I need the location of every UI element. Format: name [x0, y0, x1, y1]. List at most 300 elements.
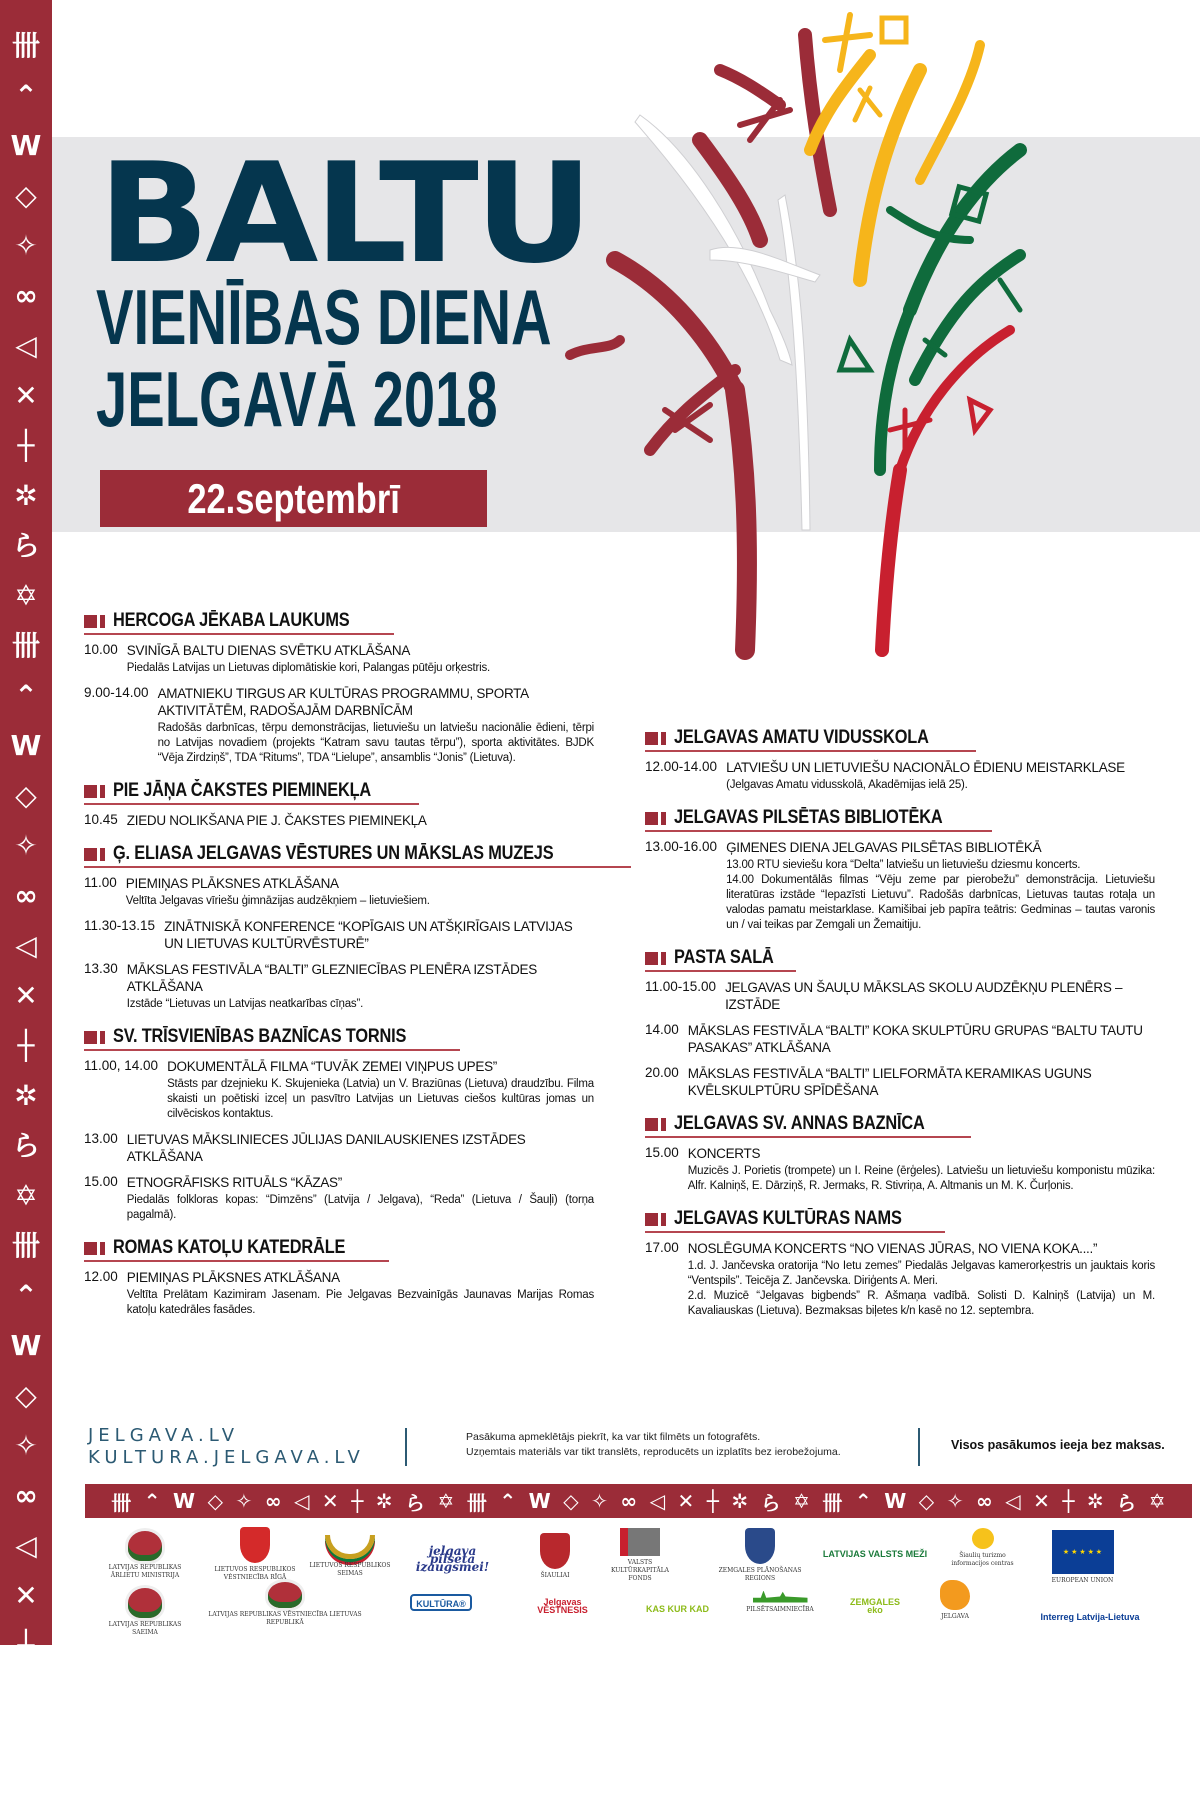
- logo-pilsetsaimnieciba[interactable]: [745, 1588, 815, 1616]
- bullet-bar: [661, 952, 666, 965]
- bullet-square: [645, 952, 658, 965]
- ornament-glyph-icon: ∞: [620, 1489, 638, 1513]
- venue-title: JELGAVAS AMATU VIDUSSKOLA: [674, 727, 929, 748]
- bullet-bar: [100, 615, 105, 628]
- event-description-paragraph: 1.d. J. Jančevska oratorija “No Ietu zemes” Piedalās Jelgavas kamerorķestris un jauktais koris “Ventspils”. Teicēja Z. Jančevska. Diriģents A. Meri.: [687, 1260, 1155, 1287]
- section-bullet-icon: [645, 732, 666, 745]
- event-row: [645, 1065, 1155, 1099]
- event-description-paragraph: Piedalās folkloras kopas: “Dimzēns” (Latvija / Jelgava), “Reda” (Lietuva / Šauļi) (torņa pagalmā).: [126, 1194, 594, 1221]
- event-row: [84, 642, 594, 676]
- logo-caption: PILSĒTSAIMNIECĪBA: [746, 1605, 814, 1613]
- logo-interreg[interactable]: [1030, 1598, 1150, 1633]
- ornament-glyph-icon: ◇: [563, 1489, 579, 1513]
- ornament-glyph-icon: W: [10, 129, 42, 162]
- event-body: [126, 875, 430, 909]
- event-body: [726, 759, 1125, 793]
- program-event: [645, 1240, 1155, 1319]
- ornament-glyph-icon: ∞: [975, 1489, 993, 1513]
- event-body: [726, 839, 1155, 933]
- bullet-square: [645, 732, 658, 745]
- event-description: [127, 1193, 594, 1223]
- ornament-glyph-icon: ┼: [1062, 1489, 1075, 1513]
- tree-bright-red-branches-icon: [882, 330, 1010, 650]
- event-date: 22.septembrī: [187, 475, 400, 522]
- logo-caption: ZEMGALES eko: [849, 1596, 900, 1615]
- ornament-glyph-icon: ◁: [15, 1529, 37, 1562]
- state-culture-capital-foundation-icon: [620, 1528, 660, 1556]
- venue-heading: [84, 780, 419, 805]
- ornament-glyph-icon: 卌: [11, 29, 40, 62]
- logo-jelgavas-vestnesis[interactable]: [525, 1590, 600, 1618]
- event-time: 12.00: [84, 1269, 118, 1284]
- event-body: [725, 979, 1155, 1013]
- logo-caption: LIETUVOS RESPUBLIKOS VĖSTNIECĪBA RĪGĀ: [214, 1566, 296, 1581]
- ornament-glyph-icon: ら: [1116, 1490, 1137, 1515]
- event-title: DOKUMENTĀLĀ FILMA “TUVĀK ZEMEI VIŅPUS UPES”: [167, 1059, 497, 1074]
- bullet-bar: [661, 1213, 666, 1226]
- bullet-square: [84, 1242, 97, 1255]
- event-time: 10.45: [84, 812, 118, 827]
- logo-caption: Interreg Latvija-Lietuva: [1040, 1612, 1140, 1622]
- filming-notice: [466, 1430, 841, 1460]
- event-body: [164, 918, 594, 952]
- ornament-glyph-icon: ✡: [14, 1179, 38, 1212]
- program-event: [645, 979, 1155, 1013]
- title-line-vienibas-diena: VIENĪBAS DIENA: [96, 273, 552, 361]
- ornament-glyph-column: [0, 30, 52, 1818]
- footer-links: [88, 1425, 365, 1469]
- event-time: 15.00: [645, 1145, 679, 1160]
- section-bullet-icon: [645, 1213, 666, 1226]
- venue-heading: [84, 1026, 460, 1051]
- ornament-glyph-icon: ┼: [17, 429, 35, 462]
- ornament-glyph-icon: ら: [405, 1490, 426, 1515]
- ornament-glyph-icon: ✕: [1033, 1489, 1050, 1513]
- bullet-square: [84, 1031, 97, 1044]
- venue-title: JELGAVAS PILSĒTAS BIBLIOTĒKA: [674, 807, 943, 828]
- program-event: [84, 1131, 594, 1165]
- event-description: [127, 661, 490, 676]
- logo-siauliai[interactable]: [520, 1520, 590, 1592]
- event-row: [84, 961, 594, 1012]
- bullet-square: [645, 1118, 658, 1131]
- ornament-glyph-icon: 卌: [111, 1490, 132, 1515]
- event-time: 15.00: [84, 1174, 118, 1189]
- event-time: 10.00: [84, 642, 118, 657]
- ornament-glyph-icon: ◁: [294, 1489, 310, 1513]
- ornament-glyph-icon: ┼: [17, 1629, 35, 1662]
- latvia-embassy-lithuania-icon: [268, 1582, 302, 1608]
- event-title: LIETUVAS MĀKSLINIECES JŪLIJAS DANILAUSKIENES IZSTĀDES ATKLĀŠANA: [126, 1132, 526, 1164]
- ornament-glyph-icon: ⌃: [854, 1489, 872, 1513]
- logo-latvia-saeima[interactable]: [100, 1585, 190, 1640]
- section-bullet-icon: [84, 785, 105, 798]
- ornament-glyph-icon: ✧: [591, 1489, 608, 1513]
- venue-heading: [645, 947, 796, 972]
- pilsetsaimnieciba-icon: [753, 1591, 808, 1603]
- event-description-paragraph: Piedalās Latvijas un Lietuvas diplomātiskie kori, Palangas pūtēju orķestris.: [126, 662, 491, 674]
- event-time: 17.00: [645, 1240, 679, 1255]
- link-jelgava-lv[interactable]: JELGAVA.LV: [88, 1425, 240, 1446]
- ornament-glyph-icon: ◇: [918, 1489, 935, 1513]
- title-baltu: BALTU: [98, 133, 590, 294]
- event-description: [167, 1077, 594, 1122]
- logo-caption: ŠIAULIAI: [540, 1571, 570, 1579]
- event-body: [158, 685, 594, 766]
- program-event: [645, 839, 1155, 933]
- ornament-glyph-icon: ✕: [14, 979, 38, 1012]
- event-description-paragraph: Muzicēs J. Porietis (trompete) un I. Reine (ērģeles). Latviešu un lietuviešu komponistu mūzika: Alfr. Kalniņš, E. Dārziņš, R. Jermaks, R. Stivriņa, A. Altmanis un M. K. Čurļonis.: [687, 1165, 1155, 1192]
- event-description-paragraph: 2.d. Muzicē “Jelgavas bigbends” R. Ašmaņa vadībā. Solisti D. Kalniņš (Latvija) un M. Kavaliauskas (Lietuva). Bezmaksas biļetes k/n kasē no 12. septembra.: [687, 1290, 1155, 1317]
- ornament-glyph-icon: ら: [11, 1129, 40, 1162]
- ornament-glyph-icon: ✕: [14, 1579, 38, 1612]
- european-union-icon: ★ ★ ★ ★ ★: [1052, 1530, 1114, 1574]
- event-body: [167, 1058, 594, 1122]
- event-title: MĀKSLAS FESTIVĀLA “BALTI” LIELFORMĀTA KERAMIKAS UGUNS KVĒLSKULPTŪRU SPĪDĒŠANA: [687, 1066, 1092, 1098]
- section-bullet-icon: [645, 952, 666, 965]
- event-time: 13.00: [84, 1131, 118, 1146]
- ornament-glyph-icon: ✲: [14, 479, 38, 512]
- ornament-glyph-icon: ⌃: [14, 1279, 38, 1312]
- ornament-glyph-icon: ∞: [264, 1489, 282, 1513]
- event-description: [688, 1259, 1155, 1319]
- siauliai-icon: [540, 1533, 570, 1569]
- venue-title: Ģ. ELIASA JELGAVAS VĒSTURES UN MĀKSLAS MUZEJS: [113, 843, 554, 864]
- logo-kas-kur-kad[interactable]: [640, 1598, 715, 1616]
- zemgale-planning-region-icon: [745, 1528, 775, 1564]
- event-row: [645, 1240, 1155, 1319]
- ornament-glyph-icon: ✲: [731, 1489, 749, 1513]
- event-body: [688, 1022, 1155, 1056]
- logo-state-culture-capital-foundation[interactable]: [605, 1528, 675, 1583]
- ornament-glyph-icon: ✡: [14, 1779, 38, 1812]
- event-description: [127, 997, 594, 1012]
- left-ornament-band: [0, 0, 52, 1812]
- venue-heading: [645, 1208, 945, 1233]
- logo-kultura[interactable]: [410, 1592, 472, 1612]
- program-right-column: [645, 727, 1155, 1333]
- ornament-glyph-icon: ⌃: [14, 79, 38, 112]
- venue-title: SV. TRĪSVIENĪBAS BAZNĪCAS TORNIS: [113, 1026, 407, 1047]
- ornament-glyph-icon: ◇: [15, 179, 37, 212]
- event-title: ZINĀTNISKĀ KONFERENCE “KOPĪGAIS UN ATŠĶIRĪGAIS LATVIJAS UN LIETUVAS KULTŪRVĒSTURĒ”: [164, 919, 573, 951]
- event-description-paragraph: Radošās darbnīcas, tērpu demonstrācijas, lietuviešu un latviešu nacionālie ēdieni, tērpi no Latvijas novadiem (projekts “Katram savu tautas tērpu”), sporta aktivitātes. BJDK “Vēja Zirdziņš”, TDA “Ritums”, TDA “Lielupe”, ansamblis “Jonis” (Lietuva).: [157, 722, 594, 764]
- program-event: [84, 875, 594, 909]
- footer-divider: [918, 1428, 920, 1466]
- event-title: AMATNIEKU TIRGUS AR KULTŪRAS PROGRAMMU, SPORTA AKTIVITĀTĒM, RADOŠAJĀM DARBNĪCĀM: [157, 686, 529, 718]
- ornament-glyph-icon: ┼: [351, 1489, 364, 1513]
- siauliai-tourism-center-icon: [972, 1528, 994, 1549]
- event-row: [84, 1058, 594, 1122]
- logo-caption: LATVIJAS REPUBLIKAS ĀRLIETU MINISTRIJA: [108, 1564, 182, 1579]
- logo-zemgales-eko[interactable]: [845, 1588, 905, 1620]
- event-title: PIEMIŅAS PLĀKSNES ATKLĀŠANA: [126, 1270, 340, 1285]
- event-description: [688, 1164, 1155, 1194]
- ornament-glyph-icon: W: [10, 1329, 42, 1362]
- logo-caption: KAS KUR KAD: [646, 1603, 709, 1614]
- venue-title: HERCOGA JĒKABA LAUKUMS: [113, 610, 350, 631]
- ornament-glyph-icon: ✕: [321, 1489, 339, 1513]
- event-title: MĀKSLAS FESTIVĀLA “BALTI” GLEZNIECĪBAS PLENĒRA IZSTĀDES ATKLĀŠANA: [126, 962, 537, 994]
- program-left-column: [84, 610, 594, 1332]
- venue-heading: [645, 807, 992, 832]
- bullet-bar: [100, 1031, 105, 1044]
- logo-jelgava-tourism[interactable]: [925, 1575, 985, 1625]
- event-body: [127, 1269, 594, 1318]
- event-title: ETNOGRĀFISKS RITUĀLS “KĀZAS”: [126, 1175, 342, 1190]
- section-bullet-icon: [645, 1118, 666, 1131]
- event-title: ZIEDU NOLIKŠANA PIE J. ČAKSTES PIEMINEKĻA: [126, 813, 427, 828]
- event-description-paragraph: (Jelgavas Amatu vidusskolā, Akadēmijas ielā 25).: [726, 779, 968, 791]
- logo-caption: LATVIJAS REPUBLIKAS SAEIMA: [108, 1621, 182, 1636]
- section-bullet-icon: [84, 615, 105, 628]
- event-body: [688, 1240, 1155, 1319]
- ornament-glyph-icon: 卌: [822, 1490, 843, 1515]
- event-body: [688, 1145, 1155, 1194]
- program-event: [645, 1022, 1155, 1056]
- venue-section: [84, 1237, 594, 1318]
- logo-caption: LIETUVOS RESPUBLIKOS SEIMAS: [309, 1561, 391, 1577]
- kultura-icon: [410, 1594, 471, 1611]
- event-title: MĀKSLAS FESTIVĀLA “BALTI” KOKA SKULPTŪRU GRUPAS “BALTU TAUTU PASAKAS” ATKLĀŠANA: [687, 1023, 1143, 1055]
- ornament-glyph-icon: ✡: [14, 579, 38, 612]
- event-time: 11.30-13.15: [84, 918, 156, 933]
- logo-caption: ZEMGALES PLĀNOŠANAS REGIONS: [718, 1567, 802, 1582]
- latvia-ministry-of-foreign-affairs-icon: [128, 1531, 162, 1561]
- program-event: [84, 918, 594, 952]
- event-description: [158, 721, 594, 766]
- title-line-jelgava-2018: JELGAVĀ 2018: [96, 355, 498, 443]
- bullet-square: [645, 1213, 658, 1226]
- event-description-paragraph: 13.00 RTU sieviešu kora “Delta” latviešu un lietuviešu dziesmu koncerts.: [726, 859, 1081, 871]
- ornament-glyph-icon: ✡: [1148, 1489, 1166, 1513]
- ornament-glyph-icon: 卌: [11, 1229, 40, 1262]
- ornament-glyph-icon: ✲: [1086, 1489, 1104, 1513]
- venue-heading: [645, 727, 976, 752]
- venue-section: [645, 1208, 1155, 1319]
- ornament-glyph-icon: ⌃: [143, 1489, 161, 1513]
- event-body: [688, 1065, 1155, 1099]
- ornament-glyph-icon: ┼: [17, 1029, 35, 1062]
- event-row: [645, 1145, 1155, 1194]
- event-time: 20.00: [645, 1065, 679, 1080]
- ornament-glyph-icon: ◁: [15, 329, 37, 362]
- event-body: [127, 812, 427, 829]
- logo-caption: VALSTS KULTŪRKAPITĀLA FONDS: [610, 1559, 670, 1582]
- logo-caption: Jelgavas VĒSTNESIS: [537, 1596, 588, 1615]
- logo-lithuania-seimas[interactable]: [300, 1522, 400, 1590]
- event-body: [127, 1174, 594, 1223]
- bullet-bar: [100, 1242, 105, 1255]
- ornament-glyph-icon: W: [10, 729, 42, 762]
- event-time: 14.00: [645, 1022, 679, 1037]
- ornament-glyph-icon: ◇: [207, 1489, 224, 1513]
- program-event: [84, 642, 594, 676]
- venue-heading: [84, 1237, 389, 1262]
- venue-section: [84, 610, 594, 766]
- logo-jelgava-city[interactable]: [405, 1535, 500, 1580]
- event-row: [84, 875, 594, 909]
- event-time: 13.30: [84, 961, 118, 976]
- event-row: [84, 1131, 594, 1165]
- logo-european-union[interactable]: [1045, 1520, 1120, 1595]
- ornament-glyph-icon: ✧: [14, 829, 38, 862]
- ornament-glyph-icon: W: [884, 1489, 907, 1513]
- venue-title: ROMAS KATOĻU KATEDRĀLE: [113, 1237, 346, 1258]
- venue-heading: [645, 1113, 971, 1138]
- bullet-bar: [100, 848, 105, 861]
- tree-red-branches-icon: [570, 35, 830, 650]
- event-time: 11.00-15.00: [645, 979, 717, 994]
- event-description-paragraph: Veltīta Prelātam Kazimiram Jasenam. Pie Jelgavas Bezvainīgās Jaunavas Marijas Romas katoļu katedrāles fasādes.: [126, 1289, 594, 1316]
- section-bullet-icon: [645, 812, 666, 825]
- venue-title: JELGAVAS SV. ANNAS BAZNĪCA: [674, 1113, 925, 1134]
- ornament-glyph-icon: ⌃: [499, 1489, 517, 1513]
- link-kultura-jelgava-lv[interactable]: KULTURA.JELGAVA.LV: [88, 1447, 365, 1468]
- program-event: [84, 812, 594, 829]
- event-title: ĢIMENES DIENA JELGAVAS PILSĒTAS BIBLIOTĒKĀ: [726, 840, 1042, 855]
- event-description: [126, 894, 430, 909]
- free-entry-notice: Visos pasākumos ieeja bez maksas.: [951, 1438, 1165, 1452]
- program-event: [645, 1065, 1155, 1099]
- event-description-paragraph: Izstāde “Lietuvas un Latvijas neatkarības cīņas”.: [126, 998, 364, 1010]
- event-row: [84, 1174, 594, 1223]
- event-description: [726, 778, 1125, 793]
- program-event: [645, 1145, 1155, 1194]
- ornament-glyph-icon: ✧: [14, 229, 38, 262]
- event-row: [645, 759, 1155, 793]
- event-description: [127, 1288, 594, 1318]
- ornament-glyph-icon: ⌃: [14, 679, 38, 712]
- logo-caption: KULTŪRA®: [416, 1598, 466, 1609]
- program-event: [84, 961, 594, 1012]
- logo-caption: LATVIJAS VALSTS MEŽI: [822, 1549, 928, 1559]
- ornament-glyph-icon: ✡: [793, 1489, 810, 1513]
- venue-section: [645, 807, 1155, 933]
- venue-title: JELGAVAS KULTŪRAS NAMS: [674, 1208, 902, 1229]
- logo-caption: jelgava pilsēta izaugsmei!: [415, 1544, 490, 1574]
- event-time: 11.00, 14.00: [84, 1058, 159, 1073]
- logo-lithuania-embassy-riga[interactable]: [200, 1522, 310, 1587]
- program-event: [84, 685, 594, 766]
- ornament-glyph-icon: ∞: [14, 1479, 38, 1512]
- logo-caption: JELGAVA: [941, 1612, 969, 1620]
- ornament-glyph-icon: ◇: [15, 779, 37, 812]
- logo-latvia-ministry-of-foreign-affairs[interactable]: [100, 1528, 190, 1583]
- ornament-glyph-icon: ✲: [14, 1679, 38, 1712]
- event-body: [127, 1131, 594, 1165]
- bullet-square: [645, 812, 658, 825]
- baltic-tree-illustration: [560, 10, 1030, 710]
- event-body: [127, 642, 490, 676]
- venue-section: [645, 727, 1155, 793]
- logo-zemgale-planning-region[interactable]: [710, 1528, 810, 1583]
- section-bullet-icon: [84, 1031, 105, 1044]
- ornament-glyph-icon: W: [173, 1489, 196, 1513]
- event-time: 9.00-14.00: [84, 685, 149, 700]
- bullet-bar: [661, 732, 666, 745]
- event-description-paragraph: 14.00 Dokumentālās filmas “Vēju zeme par pierobežu” demonstrācija. Lietuviešu literatūras izstāde “Iepazīsti Lietuvu”. Radošās darbnīcas, Lietuvas tautas rotaļa un valodas pamatu meistarklase. Kamišibai jeb papīra teātris: Gedminas – tautas varonis un / vai teikas par Zemgali un Žemaitiju.: [726, 874, 1155, 931]
- bullet-square: [84, 785, 97, 798]
- event-body: [127, 961, 594, 1012]
- ornament-glyph-icon: ✡: [437, 1489, 455, 1513]
- filming-notice-line2: Uzņemtais materiāls var tikt translēts, reproducēts un izplatīts bez ierobežojuma.: [466, 1446, 841, 1458]
- event-row: [645, 1022, 1155, 1056]
- ornament-glyph-icon: 卌: [466, 1490, 487, 1515]
- ornament-glyph-icon: ✧: [235, 1489, 253, 1513]
- venue-title: PASTA SALĀ: [674, 947, 774, 968]
- logo-latvia-embassy-lithuania[interactable]: [205, 1582, 365, 1627]
- bullet-bar: [661, 812, 666, 825]
- section-bullet-icon: [84, 1242, 105, 1255]
- logo-caption: EUROPEAN UNION: [1051, 1577, 1114, 1584]
- program-event: [84, 1058, 594, 1122]
- filming-notice-line1: Pasākuma apmeklētājs piekrīt, ka var tikt filmēts un fotografēts.: [466, 1431, 761, 1443]
- logo-siauliai-tourism-center[interactable]: [940, 1528, 1025, 1568]
- event-title: KONCERTS: [687, 1146, 761, 1161]
- bullet-square: [84, 615, 97, 628]
- event-title: SVINĪGĀ BALTU DIENAS SVĒTKU ATKLĀŠANA: [126, 643, 411, 658]
- ornament-glyph-icon: ✧: [946, 1489, 964, 1513]
- ornament-glyph-icon: ✕: [14, 379, 38, 412]
- event-title: LATVIEŠU UN LIETUVIEŠU NACIONĀLO ĒDIENU MEISTARKLASE: [726, 760, 1125, 775]
- latvia-saeima-icon: [128, 1588, 162, 1618]
- event-row: [84, 1269, 594, 1318]
- event-time: 13.00-16.00: [645, 839, 718, 854]
- event-description: [726, 858, 1155, 933]
- event-time: 11.00: [84, 875, 117, 890]
- logo-latvian-state-forests[interactable]: [820, 1525, 930, 1580]
- venue-section: [84, 780, 594, 829]
- event-description-paragraph: Stāsts par dzejnieku K. Skujenieka (Latvia) un V. Braziūnas (Lietuva) draudzību. Filma skaisti un poētiski izceļ un pasvītro Latvijas un Lietuvas ciešos kultūras jomas un cilvēciskos kontaktus.: [167, 1078, 594, 1120]
- program-event: [84, 1174, 594, 1223]
- lithuania-seimas-icon: [325, 1535, 375, 1559]
- section-bullet-icon: [84, 848, 105, 861]
- event-row: [645, 839, 1155, 933]
- program-event: [84, 1269, 594, 1318]
- ornament-glyph-icon: ∞: [14, 879, 38, 912]
- ornament-glyph-icon: ら: [11, 529, 40, 562]
- ornament-glyph-icon: 卌: [11, 629, 40, 662]
- event-time: 12.00-14.00: [645, 759, 718, 774]
- venue-heading: [84, 610, 394, 635]
- event-title: NOSLĒGUMA KONCERTS “NO VIENAS JŪRAS, NO VIENA KOKA....”: [687, 1241, 1098, 1256]
- ornament-glyph-icon: ✲: [375, 1489, 393, 1513]
- event-row: [84, 685, 594, 766]
- logo-caption: LATVIJAS REPUBLIKAS VĒSTNIECĪBA LIETUVAS REPUBLIKĀ: [208, 1611, 362, 1626]
- event-title: JELGAVAS UN ŠAUĻU MĀKSLAS SKOLU AUDZĒKŅU PLENĒRS – IZSTĀDE: [725, 980, 1123, 1012]
- event-title: PIEMIŅAS PLĀKSNES ATKLĀŠANA: [125, 876, 339, 891]
- bullet-square: [84, 848, 97, 861]
- venue-section: [645, 1113, 1155, 1194]
- ornament-glyph-icon: ◁: [1005, 1489, 1021, 1513]
- event-row: [645, 979, 1155, 1013]
- bullet-bar: [100, 785, 105, 798]
- ornament-glyph-icon: ∞: [14, 279, 38, 312]
- event-row: [84, 918, 594, 952]
- event-date-banner: [100, 470, 487, 527]
- venue-section: [84, 1026, 594, 1223]
- program-event: [645, 759, 1155, 793]
- ornament-glyph-icon: ◁: [15, 929, 37, 962]
- footer-ornament-band: [85, 1484, 1192, 1518]
- ornament-glyph-icon: ら: [11, 1729, 40, 1762]
- event-description-paragraph: Veltīta Jelgavas vīriešu ģimnāzijas audzēkņiem – lietuviešiem.: [125, 895, 430, 907]
- ornament-glyph-icon: ◁: [649, 1489, 665, 1513]
- footer-divider: [405, 1428, 407, 1466]
- venue-heading: [84, 843, 631, 868]
- logo-caption: Šiaulių turizmo informacijos centras: [951, 1552, 1014, 1567]
